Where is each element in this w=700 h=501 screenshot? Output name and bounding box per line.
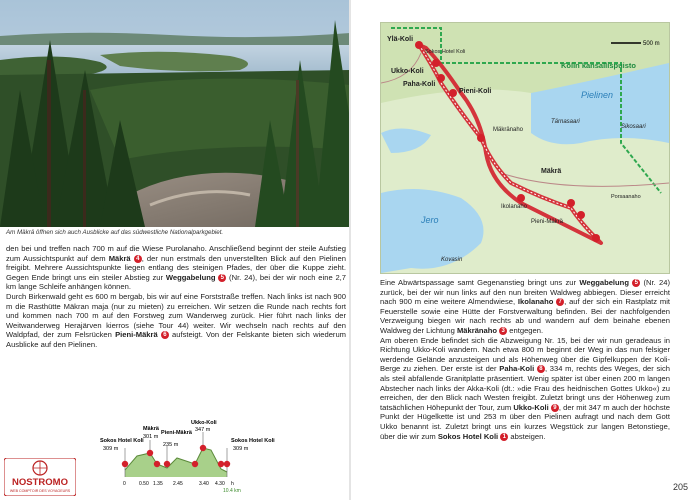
map-label-park: Kolin kansallispuisto: [561, 61, 637, 70]
place-paha-koli: Paha-Koli: [499, 364, 535, 374]
place-ukko-koli: Ukko-Koli: [513, 402, 549, 412]
map-scale: 500 m: [643, 41, 660, 47]
profile-tick: 0: [123, 481, 126, 487]
elevation-profile: [95, 420, 295, 492]
map-label-hotel: Sokos Hotel Koli: [425, 49, 466, 55]
waypoint-marker-5: 5: [632, 279, 640, 287]
profile-distance: 10.4 km: [223, 488, 241, 492]
profile-label-ukko-koli: Ukko-Koli: [191, 420, 217, 426]
waypoint-marker-3: 3: [499, 327, 507, 335]
text-run: den bei und treffen nach 700 m auf die Wiese Purolanaho. Anschließend beginnt der steile Aufstieg zum Aussichtspunkt auf dem: [6, 244, 346, 263]
profile-elev-pieni-mäkrä: 235 m: [163, 442, 179, 448]
profile-label-pieni-mäkrä: Pieni-Mäkrä: [161, 430, 192, 436]
left-page: [0, 0, 350, 500]
waypoint-marker-5: 5: [218, 274, 226, 282]
left-body-text: [6, 244, 346, 350]
waypoint-marker-6: 6: [161, 331, 169, 339]
profile-tick: 2.45: [173, 481, 183, 487]
text-run: , der nun erstmals den unverstellten Blick auf den Pielinen freigibt. Mehrere Aussichtspunkte liegen entlang des steinigen Pfades, der über die Kuppe zieht. Gegen Ende bringt uns ein steiler Abstieg zur: [6, 253, 346, 282]
logo-tagline: WEB COMPTOIR DES VOYAGEURS: [9, 489, 71, 493]
page-number: 205: [672, 482, 688, 492]
map-label-kovasin: Kovasin: [441, 257, 463, 263]
text-run: , der mit 347 m auch der höchste Punkt der Hügelkette ist und 253 m über den Pielinen aufragt und nach dem Gott Ukko benannt ist. Zuletzt bringt uns ein kurzes Wegstück zur langen Betonstiege, über die wir zum: [380, 402, 670, 441]
waypoint-marker-9: 9: [551, 404, 559, 412]
text-run: Eine Abwärtspassage samt Gegenanstieg bringt uns zur: [380, 278, 580, 287]
map-label-tarnasaari: Tärnasaari: [551, 119, 580, 125]
text-run: , 334 m, rechts des Weges, der sich als steil abfallende Granitplatte präsentiert. Wenig später ist über einen 200 m langen Abstecher nach links der Akka-Koli (dt.: »die Frau des heidnischen Gottes Ukko«) zu erreichen, der den Blick nach Westen freigibt. Zuletzt bringt uns der Höhenweg zum tatsächlichen Höhepunkt der Tour, zum: [380, 364, 670, 412]
place-mäkrä: Mäkrä: [108, 253, 131, 263]
text-run: absteigen.: [508, 431, 546, 441]
map-label-pieni-makra: Pieni-Mäkrä: [531, 219, 564, 225]
profile-tick: h: [231, 481, 234, 487]
text-run: entgegen.: [507, 325, 544, 335]
waypoint-marker-1: 1: [500, 433, 508, 441]
profile-tick: 1.35: [153, 481, 163, 487]
place-weggabelung: Weggabelung: [165, 272, 216, 282]
map-label-pielinen: Pielinen: [581, 90, 614, 100]
profile-label-start: Sokos Hotel Koli: [100, 438, 144, 444]
waypoint-marker-4: 4: [134, 255, 142, 263]
profile-tick: 0.50: [139, 481, 149, 487]
logo-brand: NOSTROMO: [12, 477, 68, 488]
text-run: (Nr. 24) zurück, bei der wir nun links auf den nun breiten Waldweg abbiegen. Dieser erreicht nach 900 m eine weitere Almendwiese,: [380, 278, 670, 307]
text-run: Am oberen Ende befindet sich die Abzweigung Nr. 15, bei der wir nun geradeaus in Richtung Ukko-Koli wandern. Nach etwa 800 m beginnt der Weg in das nun felsiger werdende Gelände anzusteigen und als Höhenweg über die Gipfelkuppen der Koli-Berge zu ziehen. Der erste ist der: [380, 335, 670, 374]
text-run: , auf der sich ein Rastplatz mit Feuerstelle sowie eine Hütte der Forstverwaltung befinden. Bei der nachfolgenden Verzweigung biegen wir nach rechts ab und wandern auf dem beinahe ebenen Waldweg der Lichtung: [380, 297, 670, 335]
map-label-yla-koli: Ylä-Koli: [387, 36, 414, 43]
route-map: [380, 22, 670, 274]
profile-elev-mäkrä: 301 m: [143, 434, 159, 440]
place-makranaho: Mäkränaho: [456, 325, 498, 335]
map-label-sikosaari: Sikosaari: [621, 124, 646, 130]
place-pieni-mäkrä: Pieni-Mäkrä: [115, 330, 158, 340]
waypoint-marker-8: 8: [537, 365, 545, 373]
profile-label-mäkrä: Mäkrä: [143, 426, 159, 432]
map-label-paha-koli: Paha-Koli: [403, 81, 436, 88]
profile-tick: 3.40: [199, 481, 209, 487]
map-label-porsaanaho: Porsaanaho: [611, 194, 641, 200]
text-run: Durch Birkenwald geht es 600 m bergab, bis wir auf eine Forststraße treffen. Nach links ist nach 900 m die Rasthütte Mäkran maja (nur zu mieten) zu erreichen. Wir setzen die Runde nach rechts fort und kommen nach 700 m auf den Forstweg zum Wanderweg zurück. Hier führt nach links der Weitwanderweg Herajärven kierros (siehe Tour 44) weiter. Wir wechseln nach rechts auf den Waldpfad, der zum Felsrücken: [6, 291, 346, 340]
map-label-jero: Jero: [421, 215, 439, 225]
profile-tick: 4.30: [215, 481, 225, 487]
place-sokos-hotel: Sokos Hotel Koli: [437, 431, 499, 441]
text-run: aufsteigt. Von der Felskante bieten sich wiederum Ausblicke auf den Pielinen.: [6, 330, 346, 349]
place-ikolanaho: Ikolanaho: [517, 297, 554, 307]
profile-elev-start: 309 m: [103, 446, 119, 452]
map-label-makranaho: Mäkränaho: [493, 127, 524, 133]
place-weggabelung: Weggabelung: [579, 278, 629, 287]
photo-caption: Am Mäkrä öffnen sich auch Ausblicke auf das südwestliche Nationalparkgebiet.: [6, 229, 224, 236]
map-label-pieni-koli: Pieni-Koli: [459, 88, 492, 95]
map-label-ukko-koli: Ukko-Koli: [391, 68, 424, 75]
landscape-photo: [0, 0, 350, 227]
right-body-text: [380, 278, 670, 441]
waypoint-marker-7: 7: [556, 298, 564, 306]
map-label-ikolanaho: Ikolanaho: [501, 204, 528, 210]
profile-elev-end: 309 m: [233, 446, 249, 452]
map-label-makra: Mäkrä: [541, 168, 562, 175]
profile-label-end: Sokos Hotel Koli: [231, 438, 275, 444]
text-run: (Nr. 24), bei der wir noch eine 2,7 km lange Schleife anhängen können.: [6, 272, 346, 292]
nostromo-logo: [4, 458, 76, 496]
profile-elev-ukko-koli: 347 m: [195, 427, 211, 433]
